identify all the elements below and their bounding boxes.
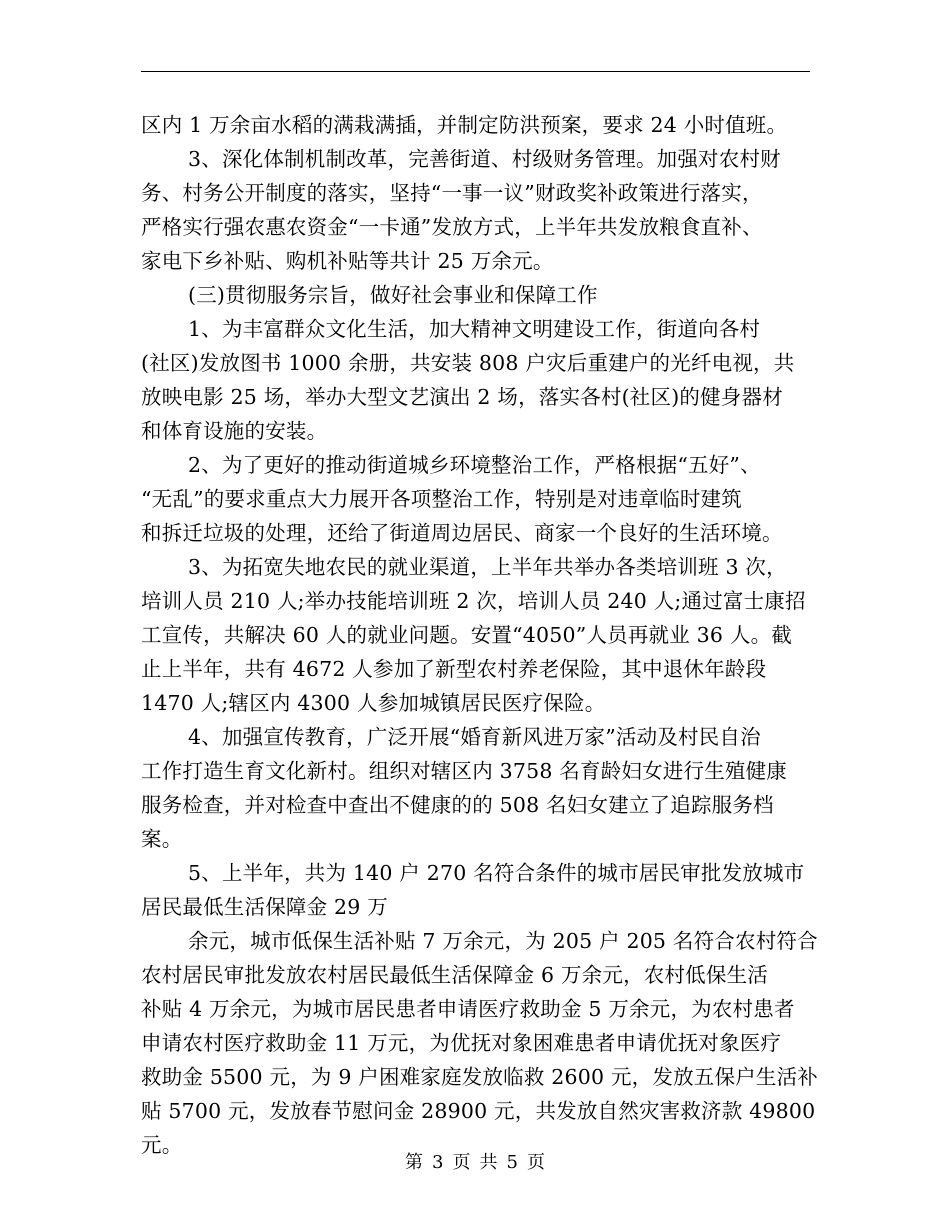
current-page-number: 3 <box>432 1152 444 1173</box>
text-line: 救助金 5500 元，为 9 户困难家庭发放临救 2600 元，发放五保户生活补 <box>141 1065 818 1089</box>
text-line: 补贴 4 万余元，为城市居民患者申请医疗救助金 5 万余元，为农村患者 <box>141 997 795 1021</box>
text-line: 务、村务公开制度的落实，坚持“一事一议”财政奖补政策进行落实， <box>141 181 763 205</box>
text-line: “无乱”的要求重点大力展开各项整治工作，特别是对违章临时建筑 <box>141 487 742 511</box>
page-word: 页 <box>452 1152 471 1173</box>
text-line: 严格实行强农惠农资金“一卡通”发放方式，上半年共发放粮食直补、 <box>141 215 763 239</box>
text-line: 1470 人;辖区内 4300 人参加城镇居民医疗保险。 <box>141 691 606 715</box>
section-heading: (三)贯彻服务宗旨，做好社会事业和保障工作 <box>188 283 598 307</box>
page-number-prefix: 第 <box>405 1152 424 1173</box>
text-line: 2、为了更好的推动街道城乡环境整治工作，严格根据“五好”、 <box>188 453 761 477</box>
text-line: 余元，城市低保生活补贴 7 万余元，为 205 户 205 名符合农村符合 <box>188 929 818 953</box>
text-line: 农村居民审批发放农村居民最低生活保障金 6 万余元，农村低保生活 <box>141 963 768 987</box>
text-line: 培训人员 210 人;举办技能培训班 2 次，培训人员 240 人;通过富士康招 <box>141 589 806 613</box>
text-line: 贴 5700 元，发放春节慰问金 28900 元，共发放自然灾害救济款 49800 <box>141 1099 816 1123</box>
text-line: 4、加强宣传教育，广泛开展“婚育新风进万家”活动及村民自治 <box>188 725 761 749</box>
text-line: 和拆迁垃圾的处理，还给了街道周边居民、商家一个良好的生活环境。 <box>141 521 783 545</box>
text-line: 申请农村医疗救助金 11 万元，为优抚对象困难患者申请优抚对象医疗 <box>141 1031 782 1055</box>
text-line: 工作打造生育文化新村。组织对辖区内 3758 名育龄妇女进行生殖健康 <box>141 759 788 783</box>
total-prefix: 共 <box>479 1152 498 1173</box>
text-line: 放映电影 25 场，举办大型文艺演出 2 场，落实各村(社区)的健身器材 <box>141 385 783 409</box>
text-line: 3、为拓宽失地农民的就业渠道，上半年共举办各类培训班 3 次， <box>188 555 787 579</box>
text-line: 止上半年，共有 4672 人参加了新型农村养老保险，其中退休年龄段 <box>141 657 767 681</box>
page-suffix: 页 <box>526 1152 545 1173</box>
text-line: 居民最低生活保障金 29 万 <box>141 895 388 919</box>
text-line: 工宣传，共解决 60 人的就业问题。安置“4050”人员再就业 36 人。截 <box>141 623 792 647</box>
header-rule <box>141 71 810 72</box>
text-line: 元。 <box>141 1133 183 1157</box>
total-pages-number: 5 <box>506 1152 518 1173</box>
page-footer <box>0 1150 950 1176</box>
text-line: 家电下乡补贴、购机补贴等共计 25 万余元。 <box>141 249 554 273</box>
text-line: 5、上半年，共为 140 户 270 名符合条件的城市居民审批发放城市 <box>188 861 805 885</box>
text-line: 区内 1 万余亩水稻的满栽满插，并制定防洪预案，要求 24 小时值班。 <box>141 113 788 137</box>
text-line: 服务检查，并对检查中查出不健康的的 508 名妇女建立了追踪服务档 <box>141 793 774 817</box>
text-line: 3、深化体制机制改革，完善街道、村级财务管理。加强对农村财 <box>188 147 781 171</box>
text-line: (社区)发放图书 1000 余册，共安装 808 户灾后重建户的光纤电视，共 <box>141 351 795 375</box>
text-line: 1、为丰富群众文化生活，加大精神文明建设工作，街道向各村 <box>188 317 761 341</box>
text-line: 和体育设施的安装。 <box>141 419 328 443</box>
text-line: 案。 <box>141 827 183 851</box>
